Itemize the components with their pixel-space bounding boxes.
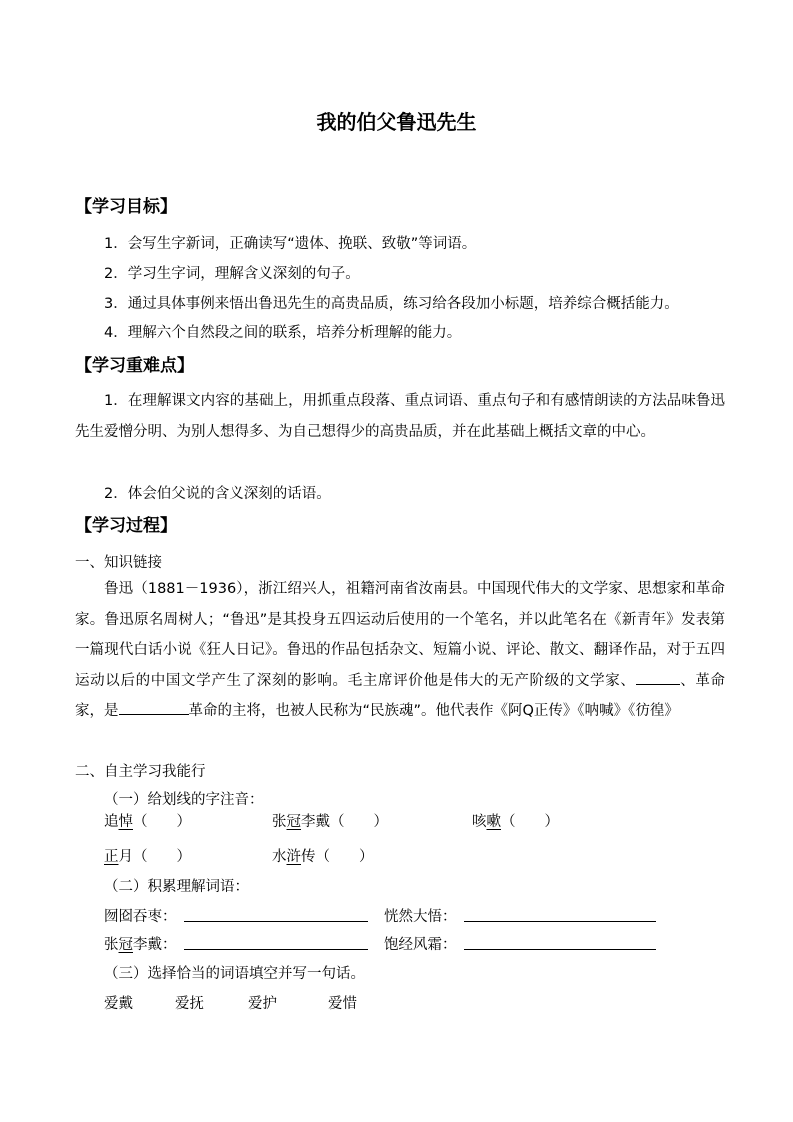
pinyin-subtitle: （一）给划线的字注音： — [104, 792, 264, 808]
knowledge-text-c: 革命的主将，也被人民称为“民族魂”。他代表作《阿Q正传》《呐喊》《彷徨》 — [188, 703, 679, 719]
answer-parentheses[interactable]: （ ） — [315, 849, 374, 865]
goals-heading: 【学习目标】 — [75, 197, 177, 217]
key-point-2: 2．体会伯父说的含义深刻的话语。 — [104, 486, 331, 502]
vocab-item-1 — [104, 905, 177, 926]
knowledge-text-a: 鲁迅（1881－1936），浙江绍兴人，祖籍河南省汝南县。中国现代伟大的文学家、思想家和革命家。鲁迅原名周树人；“鲁迅”是其投身五四运动后使用的一个笔名，并以此笔名在《新青年》发表第一篇现代白话小说《狂人日记》。鲁迅的作品包括杂文、短篇小说、评论、散文、翻译作品，对于五四运动以后的中国文学产生了深刻的影响。毛主席评价他是伟大的无产阶级的文学家、 — [75, 581, 725, 689]
page-title: 我的伯父鲁迅先生 — [316, 110, 477, 134]
self-study-title: 二、自主学习我能行 — [75, 764, 206, 780]
choice-word-2: 爱抚 — [175, 996, 204, 1012]
choice-word-4: 爱惜 — [328, 996, 357, 1012]
pinyin-item-1 — [104, 810, 191, 831]
answer-parentheses[interactable]: （ ） — [330, 814, 388, 830]
choice-word-3: 爱护 — [248, 996, 277, 1012]
vocab-answer-line-3[interactable] — [184, 949, 368, 950]
pinyin-item-post: 月 — [118, 849, 133, 865]
pinyin-item-post: 李戴 — [301, 814, 330, 830]
vocab-subtitle: （二）积累理解词语： — [104, 879, 249, 895]
vocab-answer-line-1[interactable] — [184, 921, 368, 922]
knowledge-text-b: 、革命家，是 — [75, 672, 725, 719]
process-heading: 【学习过程】 — [75, 516, 177, 536]
underlined-char: 嗽 — [486, 814, 501, 830]
pinyin-item-2 — [272, 810, 388, 831]
answer-parentheses[interactable]: （ ） — [501, 814, 559, 830]
choice-word-1: 爱戴 — [104, 996, 133, 1012]
vocab-term: 张 — [104, 937, 119, 953]
vocab-term: 饱经风霜： — [384, 937, 457, 953]
goal-item-3: 3．通过具体事例来悟出鲁迅先生的高贵品质，练习给各段加小标题，培养综合概括能力。 — [104, 296, 679, 312]
key-point-1 — [75, 386, 725, 447]
goal-item-1: 1．会写生字新词，正确读写“遗体、挽联、致敬”等词语。 — [104, 236, 477, 252]
fill-sentence-subtitle: （三）选择恰当的词语填空并写一句话。 — [104, 966, 365, 982]
underlined-char: 悼 — [118, 814, 133, 830]
pinyin-item-pre: 咳 — [472, 814, 487, 830]
underlined-char: 浒 — [286, 849, 301, 865]
pinyin-item-pre: 张 — [272, 814, 287, 830]
vocab-answer-line-2[interactable] — [464, 921, 656, 922]
vocab-item-3 — [104, 933, 177, 954]
vocab-term: 囫囵吞枣： — [104, 909, 177, 925]
vocab-term: 恍然大悟： — [384, 909, 457, 925]
key-point-1-text: 1．在理解课文内容的基础上，用抓重点段落、重点词语、重点句子和有感情朗读的方法品味鲁迅先生爱憎分明、为别人想得多、为自己想得少的高贵品质，并在此基础上概括文章的中心。 — [75, 393, 725, 440]
pinyin-item-3 — [472, 810, 559, 831]
goal-item-4: 4．理解六个自然段之间的联系，培养分析理解的能力。 — [104, 325, 462, 341]
pinyin-item-pre: 水 — [272, 849, 287, 865]
blank-field-2[interactable] — [119, 700, 189, 715]
underlined-char: 正 — [104, 849, 119, 865]
pinyin-item-post: 传 — [301, 849, 316, 865]
pinyin-item-pre: 追 — [104, 814, 119, 830]
goal-item-2: 2．学习生字词，理解含义深刻的句子。 — [104, 266, 360, 282]
blank-field-1[interactable] — [636, 670, 680, 685]
answer-parentheses[interactable]: （ ） — [133, 849, 191, 865]
knowledge-link-paragraph — [75, 574, 725, 727]
pinyin-item-5 — [272, 845, 374, 866]
pinyin-item-4 — [104, 845, 191, 866]
underlined-char: 冠 — [118, 937, 133, 953]
answer-parentheses[interactable]: （ ） — [133, 814, 191, 830]
vocab-answer-line-4[interactable] — [464, 949, 656, 950]
vocab-item-4 — [384, 933, 457, 954]
key-points-heading: 【学习重难点】 — [75, 356, 194, 376]
vocab-term: 李戴： — [133, 937, 177, 953]
knowledge-link-title: 一、知识链接 — [75, 555, 162, 571]
underlined-char: 冠 — [286, 814, 301, 830]
vocab-item-2 — [384, 905, 457, 926]
